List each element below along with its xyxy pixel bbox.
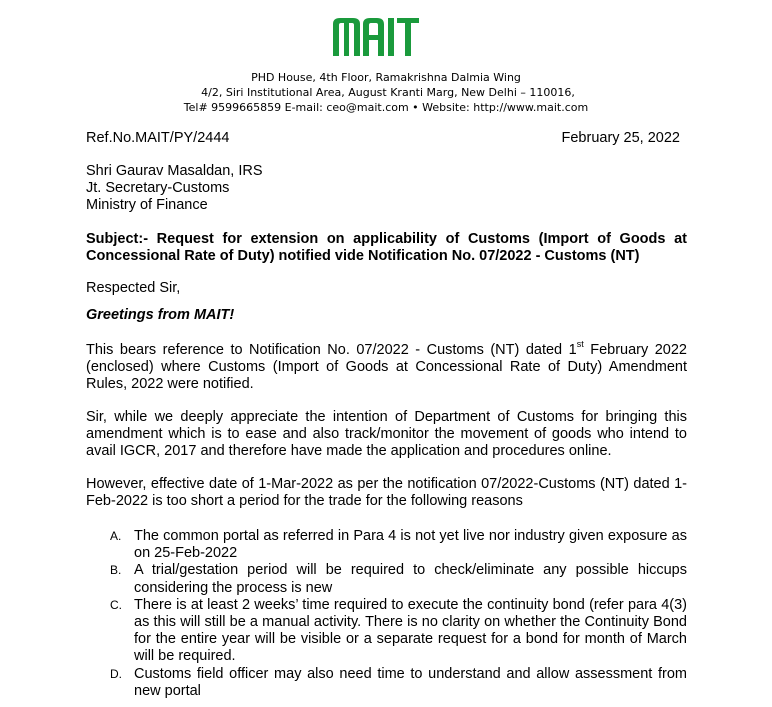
list-item-text: The common portal as referred in Para 4 is not yet live nor industry given exposure as on 25-Feb-2022 xyxy=(134,528,687,562)
addressee-organization: Ministry of Finance xyxy=(86,197,208,213)
paragraph-concern: However, effective date of 1-Mar-2022 as per the notification 07/2022-Customs (NT) dated 1-Feb-2022 is too short a period for the trade for the following reasons xyxy=(86,476,687,510)
addressee-designation: Jt. Secretary-Customs xyxy=(86,180,230,196)
letterhead-line: 4/2, Siri Institutional Area, August Kranti Marg, New Delhi – 110016, xyxy=(201,86,575,99)
list-marker: D. xyxy=(110,666,122,681)
letterhead-line: PHD House, 4th Floor, Ramakrishna Dalmia Wing xyxy=(251,71,521,84)
list-item-text: A trial/gestation period will be required to check/eliminate any possible hiccups considering the process is new xyxy=(134,562,687,596)
paragraph-text: February 2022 (enclosed) where Customs (Import of Goods at Concessional Rate of Duty) Amendment Rules, 2022 were notified. xyxy=(86,342,687,393)
list-item xyxy=(110,528,687,562)
list-item-text: Customs field officer may also need time to understand and allow assessment from new portal xyxy=(134,665,687,699)
ordinal-suffix: st xyxy=(576,339,584,350)
salutation: Respected Sir, xyxy=(86,280,181,296)
addressee-block xyxy=(86,163,263,214)
reference-number: Ref.No.MAIT/PY/2444 xyxy=(86,130,230,146)
paragraph-text: This bears reference to Notification No. 07/2022 - Customs (NT) dated 1 xyxy=(86,342,577,358)
letterhead-contact: Tel# 9599665859 E-mail: ceo@mait.com • Website: http://www.mait.com xyxy=(183,101,589,114)
list-item-text: There is at least 2 weeks’ time required to execute the continuity bond (refer para 4(3) as this will still be a manual activity. There is no clarity on whether the Continuity Bond for the entire year will be visible or a separate request for a bond for month of March will be required. xyxy=(134,596,687,665)
letterhead-address xyxy=(0,70,772,115)
list-item xyxy=(110,562,687,596)
list-marker: A. xyxy=(110,529,122,543)
reasons-list xyxy=(110,528,687,700)
subject-line: Subject:- Request for extension on applicability of Customs (Import of Goods at Concessional Rate of Duty) notified vide Notification No. 07/2022 - Customs (NT) xyxy=(86,231,687,264)
list-marker: C. xyxy=(110,597,122,612)
list-marker: B. xyxy=(110,563,122,578)
greeting: Greetings from MAIT! xyxy=(86,307,235,323)
mait-logo xyxy=(331,16,421,58)
list-item xyxy=(110,666,687,700)
paragraph-reference xyxy=(86,339,687,394)
addressee-name: Shri Gaurav Masaldan, IRS xyxy=(86,163,263,179)
letter-date: February 25, 2022 xyxy=(561,130,680,146)
paragraph-appreciation: Sir, while we deeply appreciate the intention of Department of Customs for bringing this amendment which is to ease and also track/monitor the movement of goods who intend to avail IGCR, 2017 and therefore have made the application and procedures online. xyxy=(86,409,687,460)
list-item xyxy=(110,597,687,666)
